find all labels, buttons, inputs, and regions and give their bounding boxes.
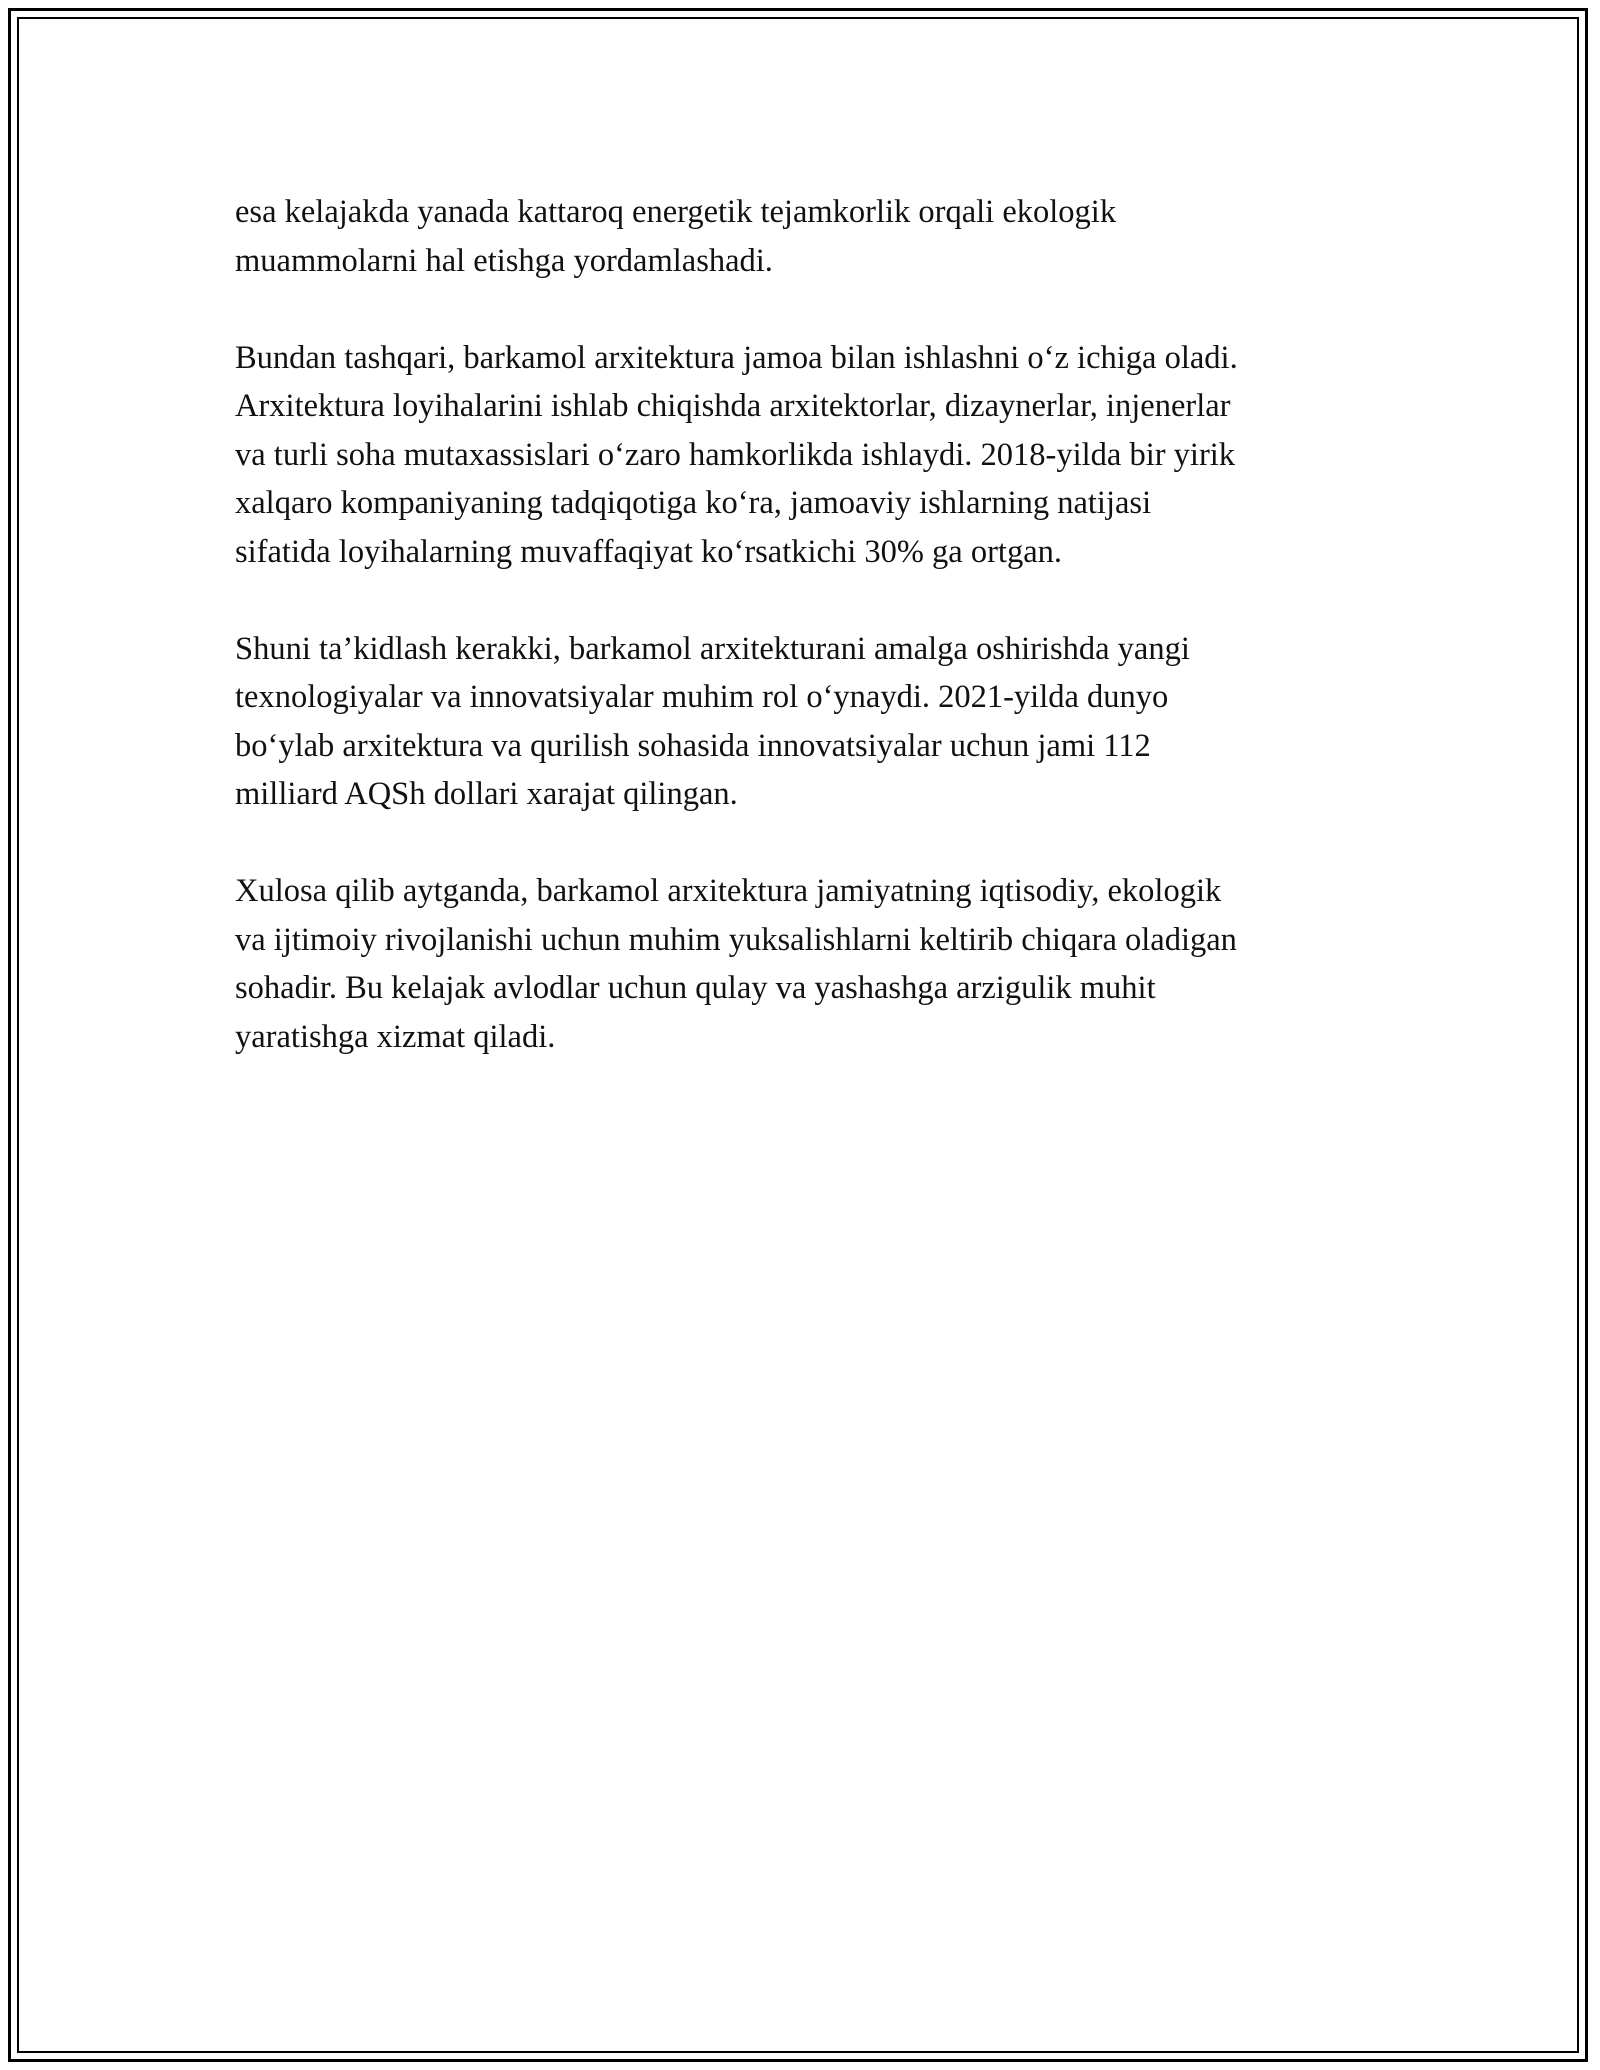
- text-line: Shuni ta’kidlash kerakki, barkamol arxitekturani amalga oshirishda yangi: [235, 630, 1190, 667]
- text-line: sifatida loyihalarning muvaffaqiyat ko‘rsatkichi 30% ga ortgan.: [235, 533, 1063, 570]
- text-line: Arxitektura loyihalarini ishlab chiqishda arxitektorlar, dizaynerlar, injenerlar: [235, 388, 1231, 424]
- paragraph-1: [235, 188, 1385, 285]
- paragraph-2: [235, 334, 1385, 577]
- text-line: texnologiyalar va innovatsiyalar muhim rol o‘ynaydi. 2021-yilda dunyo: [235, 679, 1169, 715]
- text-line: esa kelajakda yanada kattaroq energetik tejamkorlik orqali ekologik: [235, 194, 1117, 230]
- text-line: yaratishga xizmat qiladi.: [235, 1018, 556, 1055]
- text-line: milliard AQSh dollari xarajat qilingan.: [235, 776, 738, 812]
- text-line: Xulosa qilib aytganda, barkamol arxitektura jamiyatning iqtisodiy, ekologik: [235, 873, 1222, 909]
- text-line: va turli soha mutaxassislari o‘zaro hamkorlikda ishlaydi. 2018-yilda bir yirik: [235, 436, 1236, 473]
- text-line: Bundan tashqari, barkamol arxitektura jamoa bilan ishlashni o‘z ichiga oladi.: [235, 339, 1238, 376]
- text-line: sohadir. Bu kelajak avlodlar uchun qulay va yashashga arzigulik muhit: [235, 970, 1156, 1006]
- text-line: xalqaro kompaniyaning tadqiqotiga ko‘ra, jamoaviy ishlarning natijasi: [235, 485, 1152, 521]
- text-line: muammolarni hal etishga yordamlashadi.: [235, 242, 773, 279]
- document-body: [235, 188, 1385, 1110]
- paragraph-4: [235, 867, 1385, 1061]
- text-line: bo‘ylab arxitektura va qurilish sohasida innovatsiyalar uchun jami 112: [235, 727, 1151, 764]
- paragraph-3: [235, 625, 1385, 819]
- text-line: va ijtimoiy rivojlanishi uchun muhim yuksalishlarni keltirib chiqara oladigan: [235, 921, 1237, 958]
